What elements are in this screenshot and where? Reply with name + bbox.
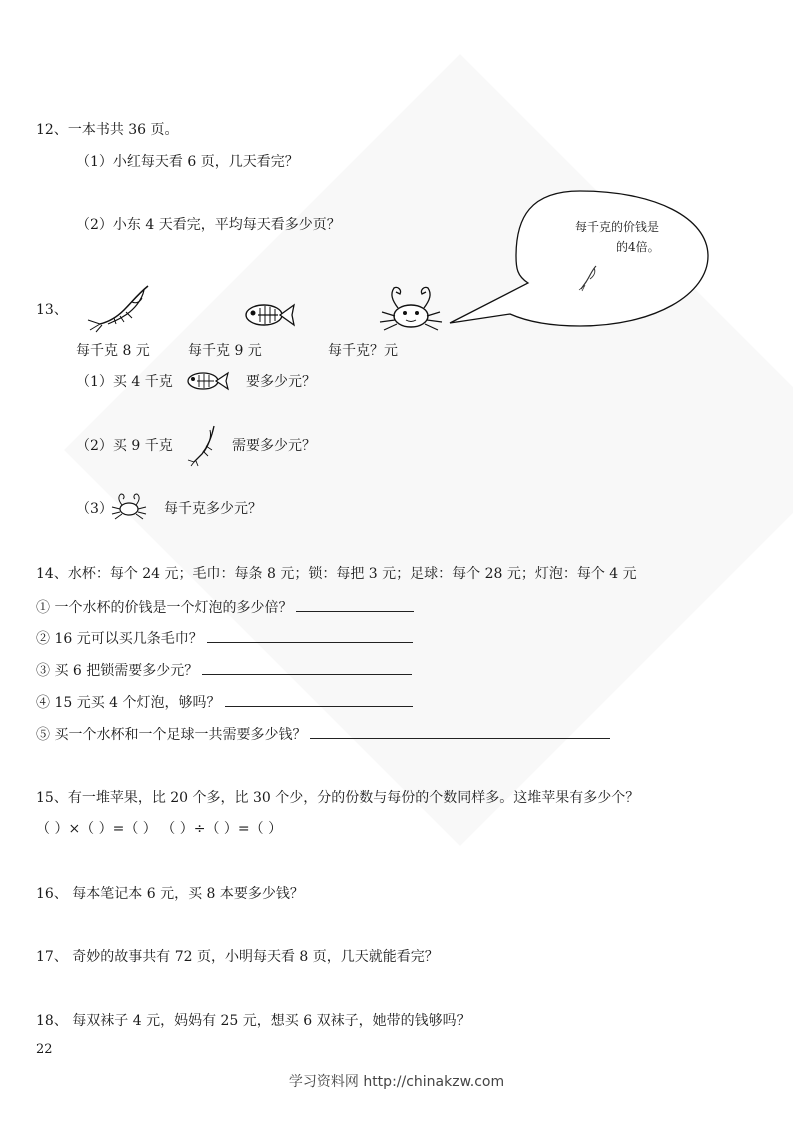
q12-part1: （1）小红每天看 6 页，几天看完？ [76,154,299,170]
shrimp-icon [86,284,156,334]
q14-item-5-text: ⑤ 买一个水杯和一个足球一共需要多少钱？ [36,727,307,743]
answer-line-2[interactable] [207,628,413,643]
q14-item-5 [36,724,610,744]
q18-text: 18、 每双袜子 4 元，妈妈有 25 元，想买 6 双袜子，她带的钱够吗？ [36,1013,471,1029]
q14-item-3-text: ③ 买 6 把锁需要多少元？ [36,663,199,679]
fish-icon-small [186,368,230,394]
q15-title: 15、有一堆苹果，比 20 个多，比 30 个少，分的份数与每份的个数同样多。这堆苹果有多少个？ [36,790,640,806]
crab-icon [376,284,446,336]
q15-formula: （ ）×（ ）=（ ） （ ）÷（ ）=（ ） [36,821,283,837]
price-fish: 每千克 9 元 [188,343,262,359]
answer-line-5[interactable] [310,724,610,739]
q13-part1-a: （1）买 4 千克 [76,374,173,390]
q14-item-2-text: ② 16 元可以买几条毛巾？ [36,631,203,647]
shrimp-icon-small [186,424,222,466]
q14-item-4-text: ④ 15 元买 4 个灯泡，够吗？ [36,695,221,711]
q14-item-2 [36,628,413,648]
price-shrimp: 每千克 8 元 [76,343,150,359]
q14-title: 14、水杯：每个 24 元；毛巾：每条 8 元；锁：每把 3 元；足球：每个 28 元；灯泡：每个 4 元 [36,566,637,582]
q17-text: 17、 奇妙的故事共有 72 页，小明每天看 8 页，几天就能看完？ [36,949,439,965]
q14-item-1 [36,597,414,617]
q13-part2-a: （2）买 9 千克 [76,438,173,454]
answer-line-1[interactable] [296,597,414,612]
q14-item-1-text: ① 一个水杯的价钱是一个灯泡的多少倍？ [36,600,293,616]
bubble-shrimp-icon [578,264,600,292]
speech-bubble [440,188,720,338]
q13-part2-b: 需要多少元？ [232,438,316,454]
footer-watermark-text: 学习资料网 http://chinakzw.com [288,1074,505,1090]
q13-part1-b: 要多少元？ [246,374,316,390]
q14-item-4 [36,692,413,712]
price-crab: 每千克？元 [328,343,398,359]
q13-part3-a: （3） [76,501,113,517]
bubble-line2: 的4倍。 [616,240,660,254]
page-number: 22 [36,1042,53,1057]
q13-number: 13、 [36,302,68,318]
q12-part2: （2）小东 4 天看完，平均每天看多少页？ [76,217,341,233]
q14-item-3 [36,660,412,680]
bubble-line1: 每千克的价钱是 [575,220,660,234]
q12-title: 12、一本书共 36 页。 [36,122,179,138]
answer-line-3[interactable] [202,660,412,675]
crab-icon-small [110,492,148,520]
q16-text: 16、 每本笔记本 6 元，买 8 本要多少钱？ [36,886,304,902]
fish-icon [244,300,296,330]
answer-line-4[interactable] [225,692,413,707]
q13-part3-b: 每千克多少元？ [164,501,262,517]
